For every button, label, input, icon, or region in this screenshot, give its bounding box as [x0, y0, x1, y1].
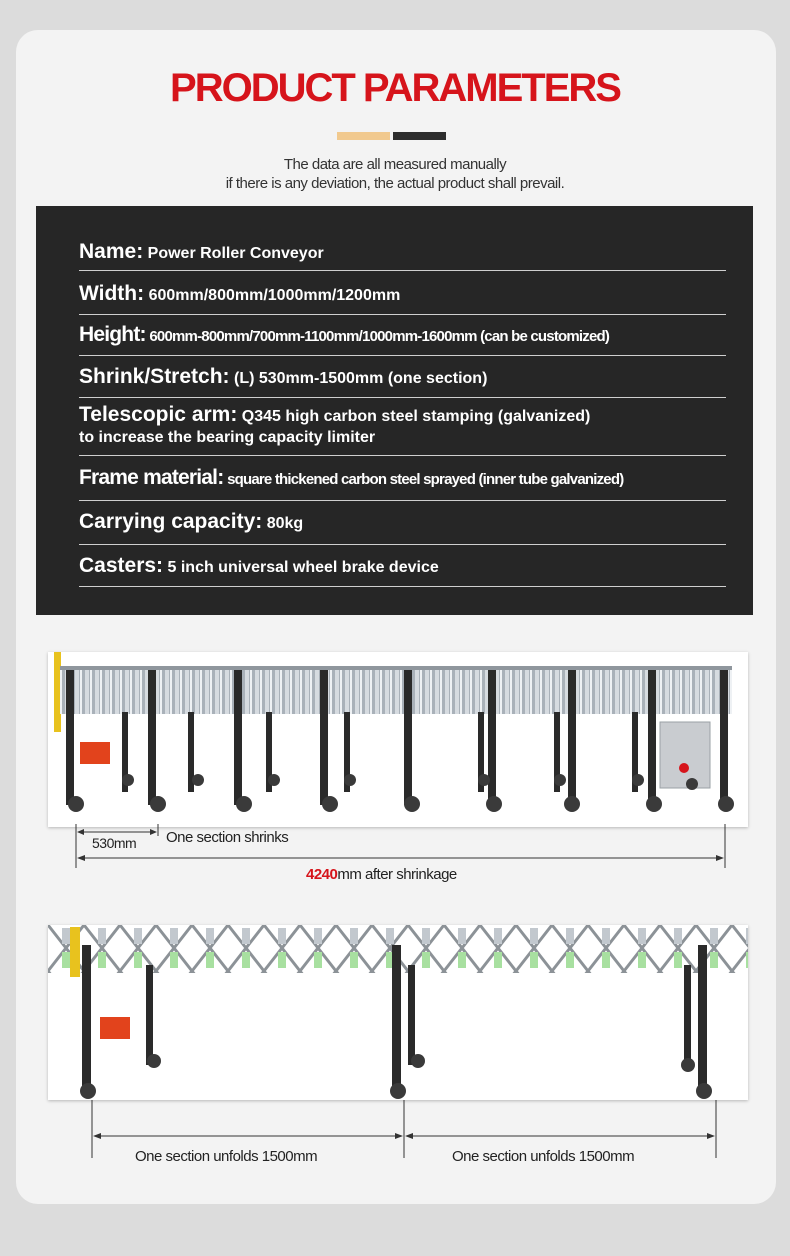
total-length-suffix: mm after shrinkage	[337, 866, 457, 883]
spec-row-capacity	[79, 510, 726, 545]
spec-value: 600mm-800mm/700mm-1100mm/1000mm-1600mm (can be customized)	[149, 328, 610, 345]
spec-label: Carrying capacity:	[79, 510, 263, 533]
spec-value: square thickened carbon steel sprayed (inner tube galvanized)	[227, 471, 624, 488]
spec-row-height	[79, 323, 726, 356]
title-underline-dark	[393, 132, 446, 140]
spec-value: Q345 high carbon steel stamping (galvanized)	[241, 408, 591, 425]
spec-label: Frame material:	[79, 466, 224, 489]
spec-label: Height:	[79, 323, 146, 346]
right-section-unfold-label: One section unfolds 1500mm	[452, 1148, 635, 1165]
spec-value: 600mm/800mm/1000mm/1200mm	[148, 287, 401, 304]
expanded-dimension-lines	[0, 1100, 790, 1160]
spec-label: Shrink/Stretch:	[79, 365, 230, 388]
spec-row-casters	[79, 554, 726, 587]
section-dimension: 530mm	[92, 835, 137, 851]
spec-value: 5 inch universal wheel brake device	[167, 559, 439, 576]
page-title: PRODUCT PARAMETERS	[170, 66, 620, 110]
note-line-1: The data are all measured manually	[283, 156, 507, 173]
spec-row-name	[79, 240, 726, 271]
spec-row-width	[79, 282, 726, 315]
title-underline-gold	[337, 132, 390, 140]
spec-label: Name:	[79, 240, 144, 263]
section-shrinks-label: One section shrinks	[166, 829, 289, 846]
spec-value: (L) 530mm-1500mm (one section)	[233, 370, 488, 387]
spec-label: Casters:	[79, 554, 164, 577]
spec-row-telescopic-arm	[79, 403, 726, 456]
left-section-unfold-label: One section unfolds 1500mm	[135, 1148, 318, 1165]
spec-row-shrink	[79, 365, 726, 398]
spec-value: 80kg	[266, 515, 304, 532]
spec-label: Width:	[79, 282, 145, 305]
spec-panel	[36, 206, 753, 615]
total-length-value: 4240	[306, 866, 338, 883]
conveyor-expanded-image	[48, 925, 748, 1100]
note-line-2: if there is any deviation, the actual product shall prevail.	[225, 175, 565, 192]
spec-label: Telescopic arm:	[79, 403, 238, 426]
spec-value: Power Roller Conveyor	[147, 245, 324, 262]
spec-row-frame	[79, 466, 726, 501]
conveyor-shrunk-image	[48, 652, 748, 827]
total-length-label	[306, 866, 457, 883]
spec-value-continued: to increase the bearing capacity limiter	[79, 429, 376, 446]
